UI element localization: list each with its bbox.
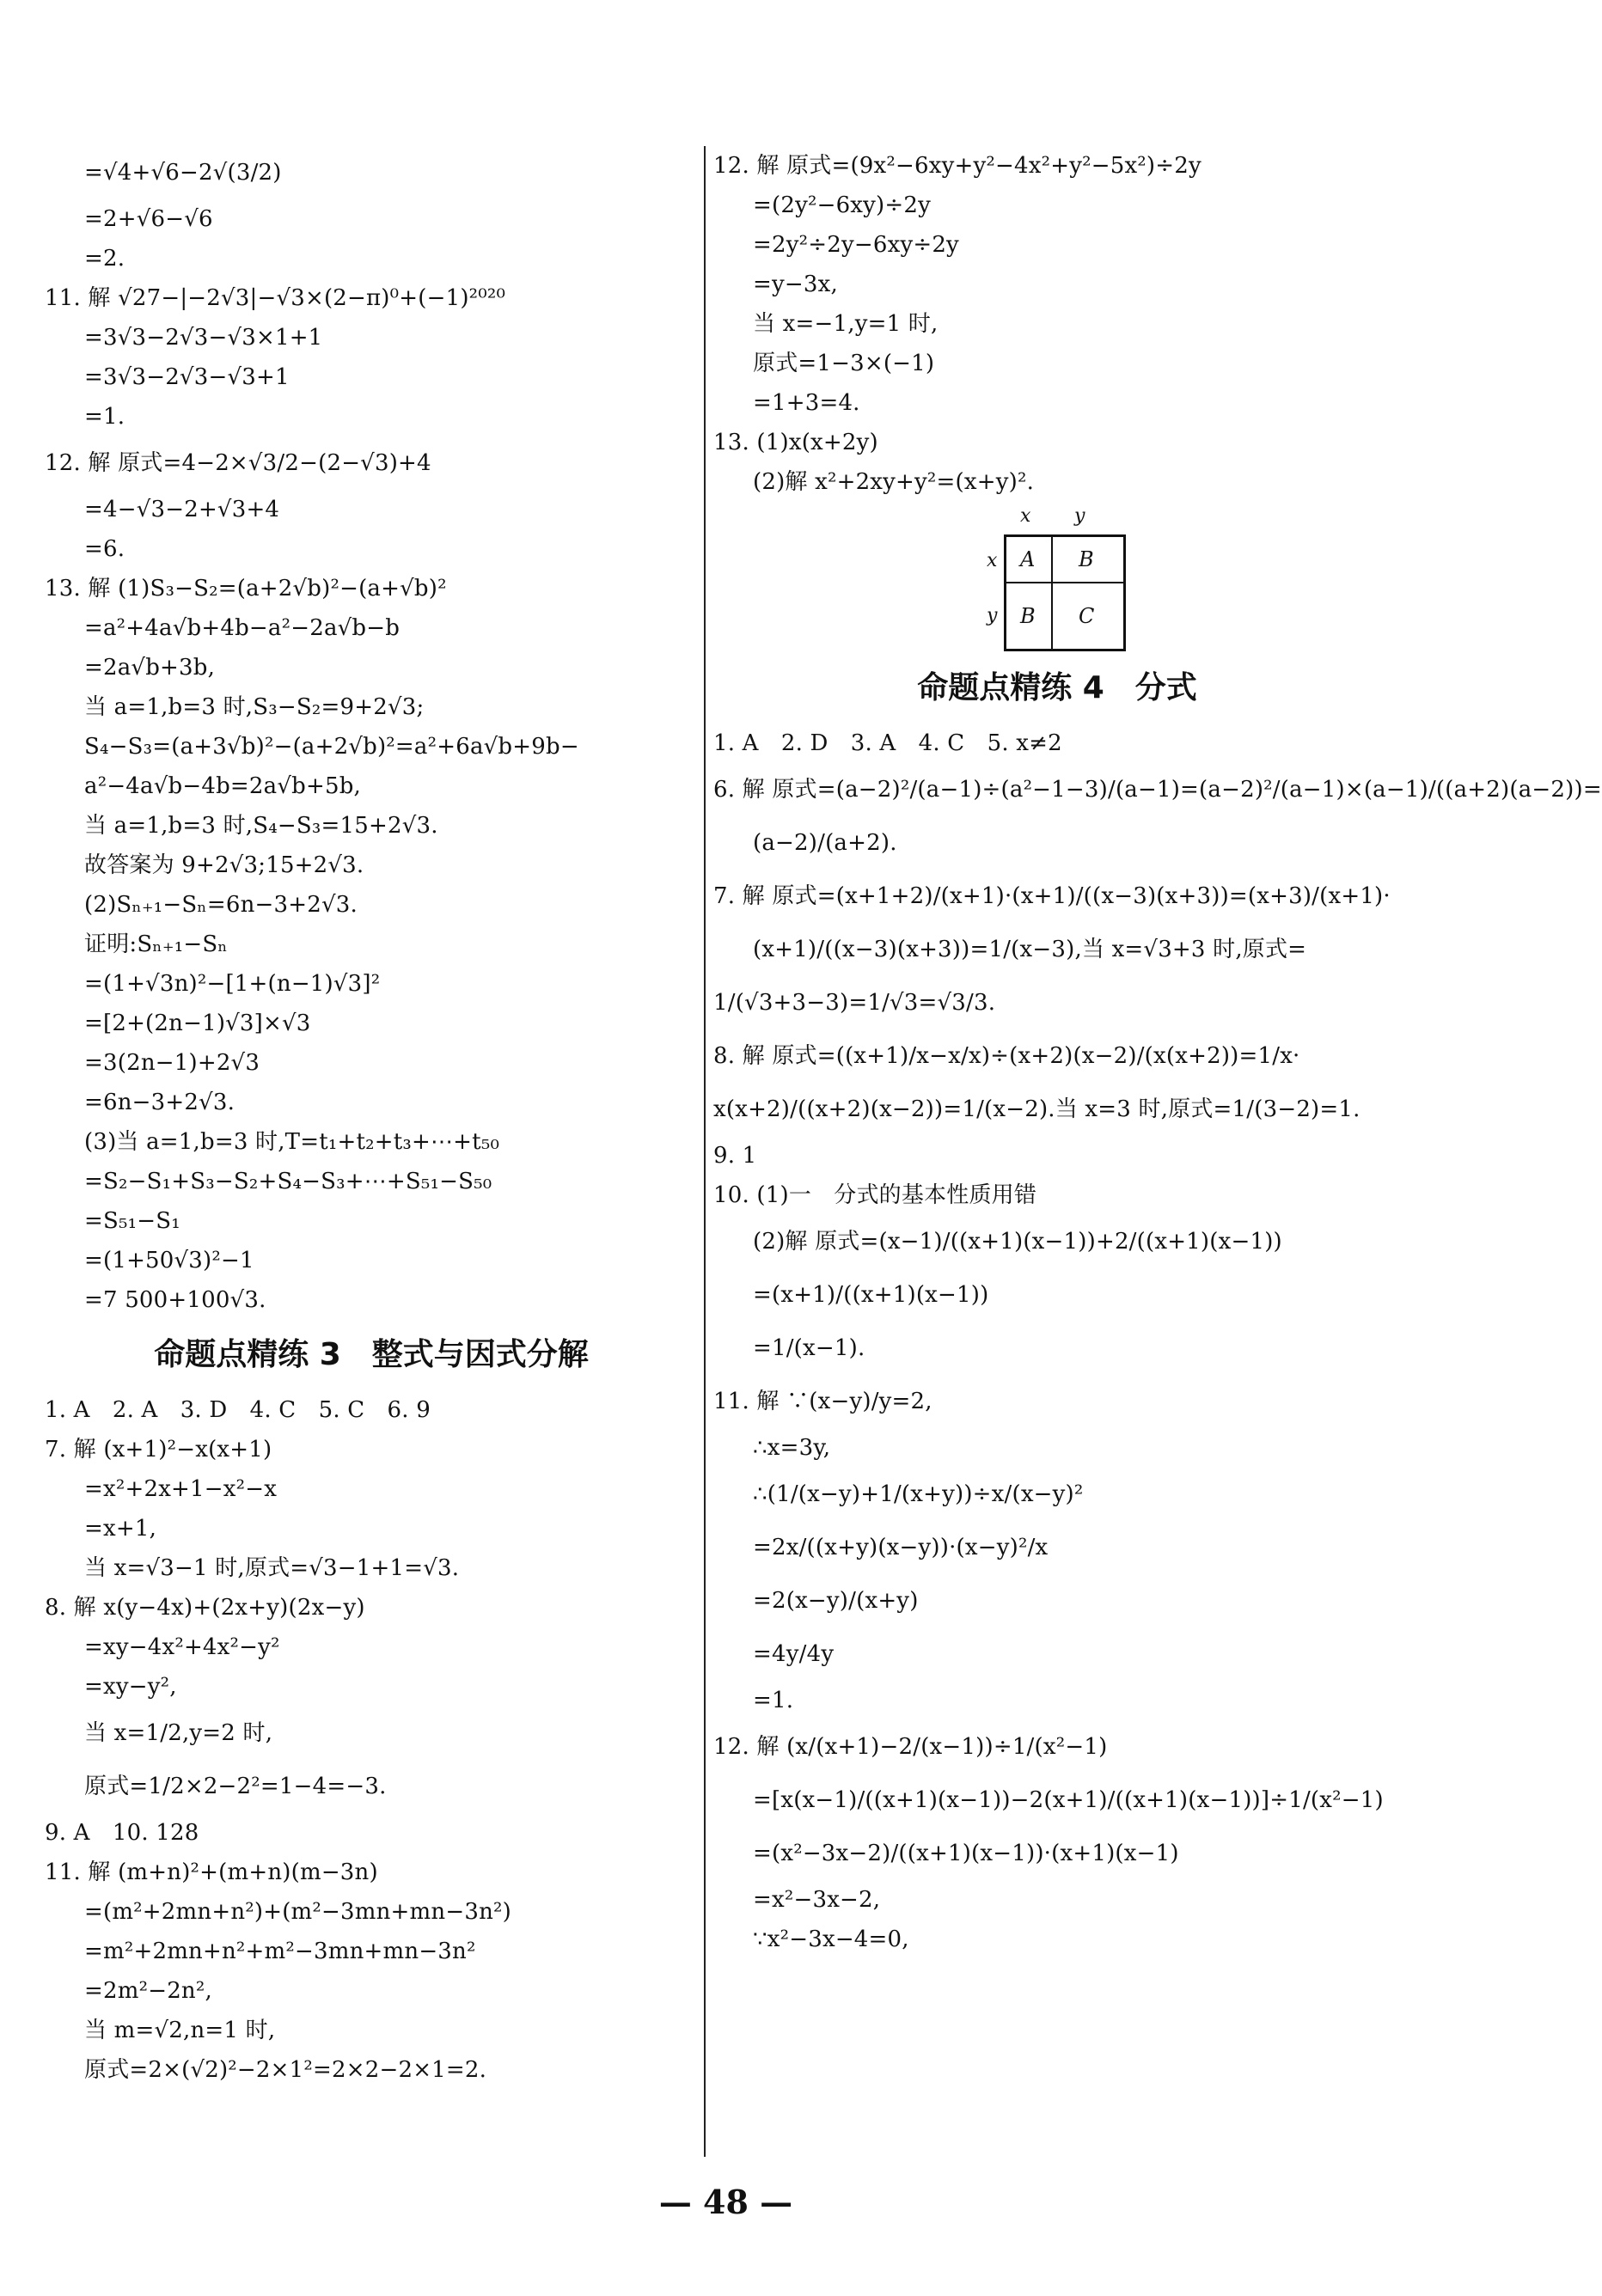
text-line: 当 a=1,b=3 时,S₃−S₂=9+2√3;	[84, 694, 425, 720]
grid-cell-c: C	[1079, 604, 1095, 628]
text-line: =xy−y²,	[84, 1674, 177, 1700]
text-line: =3(2n−1)+2√3	[84, 1050, 260, 1076]
text-line: =x²−3x−2,	[753, 1887, 881, 1913]
text-line: 13. 解 (1)S₃−S₂=(a+2√b)²−(a+√b)²	[45, 576, 447, 601]
text-line: S₄−S₃=(a+3√b)²−(a+2√b)²=a²+6a√b+9b−	[84, 734, 579, 760]
text-line: =2m²−2n²,	[84, 1978, 212, 2004]
text-line: =(x²−3x−2)/((x+1)(x−1))·(x+1)(x−1)	[753, 1841, 1179, 1866]
text-line: 6. 解 原式=(a−2)²/(a−1)÷(a²−1−3)/(a−1)=(a−2)²/(a−1)×(a−1)/((a+2)(a−2))=	[713, 777, 1602, 803]
text-line: 8. 解 x(y−4x)+(2x+y)(2x−y)	[45, 1595, 365, 1621]
text-line: =7 500+100√3.	[84, 1287, 266, 1313]
text-line: x(x+2)/((x+2)(x−2))=1/(x−2).当 x=3 时,原式=1/(3−2)=1.	[713, 1096, 1360, 1122]
text-line: 7. 解 原式=(x+1+2)/(x+1)·(x+1)/((x−3)(x+3))=(x+3)/(x+1)·	[713, 883, 1391, 909]
text-line: =6.	[84, 536, 125, 562]
text-line: 当 x=1/2,y=2 时,	[84, 1720, 273, 1746]
text-line: =2.	[84, 246, 125, 272]
text-line: =4y/4y	[753, 1641, 835, 1667]
text-line: =6n−3+2√3.	[84, 1090, 235, 1115]
text-line: 当 a=1,b=3 时,S₄−S₃=15+2√3.	[84, 813, 438, 839]
text-line: 当 x=−1,y=1 时,	[753, 311, 939, 337]
text-line: =(1+√3n)²−[1+(n−1)√3]²	[84, 971, 381, 997]
text-line: 7. 解 (x+1)²−x(x+1)	[45, 1437, 272, 1462]
section-4-title: 命题点精练 4 分式	[917, 670, 1197, 705]
text-line: =[x(x−1)/((x+1)(x−1))−2(x+1)/((x+1)(x−1))]÷1/(x²−1)	[753, 1787, 1384, 1813]
text-line: (2)解 x²+2xy+y²=(x+y)².	[753, 469, 1035, 495]
section-3-title: 命题点精练 3 整式与因式分解	[154, 1337, 589, 1372]
text-line: =xy−4x²+4x²−y²	[84, 1634, 280, 1660]
text-line: =2a√b+3b,	[84, 655, 216, 681]
text-line: 1/(√3+3−3)=1/√3=√3/3.	[713, 990, 996, 1016]
left-column	[45, 146, 698, 2090]
right-lines-a	[713, 146, 1401, 502]
text-line: =3√3−2√3−√3+1	[84, 364, 290, 390]
text-line: =2+√6−√6	[84, 206, 213, 232]
text-line: 11. 解 (m+n)²+(m+n)(m−3n)	[45, 1859, 378, 1885]
text-line: =y−3x,	[753, 272, 838, 297]
page-number: — 48 —	[658, 2183, 793, 2221]
text-line: 原式=2×(√2)²−2×1²=2×2−2×1=2.	[84, 2057, 487, 2083]
grid-left-x-label: x	[987, 550, 998, 571]
text-line: (a−2)/(a+2).	[753, 830, 897, 856]
grid-box	[1004, 534, 1126, 651]
grid-top-y-label: y	[1074, 505, 1085, 527]
text-line: ∴(1/(x−y)+1/(x+y))÷x/(x−y)²	[753, 1481, 1084, 1507]
text-line: 13. (1)x(x+2y)	[713, 430, 878, 455]
text-line: 原式=1−3×(−1)	[753, 351, 935, 376]
text-line: =√4+√6−2√(3/2)	[84, 160, 282, 186]
grid-top-x-label: x	[1020, 505, 1031, 527]
text-line: =(x+1)/((x+1)(x−1))	[753, 1282, 989, 1308]
text-line: =(1+50√3)²−1	[84, 1248, 254, 1273]
text-line: 9. 1	[713, 1143, 757, 1169]
text-line: 1. A 2. D 3. A 4. C 5. x≠2	[713, 730, 1062, 756]
text-line: =m²+2mn+n²+m²−3mn+mn−3n²	[84, 1939, 476, 1964]
grid-left-y-label: y	[987, 605, 998, 626]
grid-cell-b-bottom: B	[1020, 604, 1036, 628]
text-line: 11. 解 √27−|−2√3|−√3×(2−π)⁰+(−1)²⁰²⁰	[45, 285, 506, 311]
grid-cell-a: A	[1020, 547, 1036, 571]
text-line: a²−4a√b−4b=2a√b+5b,	[84, 773, 362, 799]
text-line: (2)解 原式=(x−1)/((x+1)(x−1))+2/((x+1)(x−1))	[753, 1229, 1282, 1255]
text-line: 原式=1/2×2−2²=1−4=−3.	[84, 1774, 387, 1799]
column-divider	[704, 146, 706, 2157]
text-line: =[2+(2n−1)√3]×√3	[84, 1011, 311, 1036]
left-lines-a	[45, 146, 698, 1320]
text-line: =3√3−2√3−√3×1+1	[84, 325, 323, 351]
text-line: =4−√3−2+√3+4	[84, 497, 280, 522]
right-lines-b	[713, 724, 1602, 1959]
text-line: 故答案为 9+2√3;15+2√3.	[84, 852, 364, 878]
text-line: 12. 解 (x/(x+1)−2/(x−1))÷1/(x²−1)	[713, 1734, 1108, 1760]
text-line: 12. 解 原式=4−2×√3/2−(2−√3)+4	[45, 450, 431, 476]
text-line: =2y²÷2y−6xy÷2y	[753, 232, 959, 258]
text-line: 9. A 10. 128	[45, 1820, 199, 1846]
text-line: 11. 解 ∵(x−y)/y=2,	[713, 1389, 932, 1414]
text-line: 8. 解 原式=((x+1)/x−x/x)÷(x+2)(x−2)/(x(x+2))=1/x·	[713, 1043, 1300, 1069]
text-line: ∴x=3y,	[753, 1435, 831, 1461]
text-line: 当 m=√2,n=1 时,	[84, 2018, 276, 2043]
text-line: (3)当 a=1,b=3 时,T=t₁+t₂+t₃+⋯+t₅₀	[84, 1129, 500, 1155]
text-line: 1. A 2. A 3. D 4. C 5. C 6. 9	[45, 1397, 431, 1423]
text-line: =x²+2x+1−x²−x	[84, 1476, 278, 1502]
text-line: =(m²+2mn+n²)+(m²−3mn+mn−3n²)	[84, 1899, 511, 1925]
text-line: =1.	[84, 404, 125, 430]
left-lines-b	[45, 1390, 698, 2090]
text-line: =2(x−y)/(x+y)	[753, 1588, 919, 1614]
grid-cell-b-top: B	[1079, 547, 1094, 571]
text-line: =1/(x−1).	[753, 1335, 865, 1361]
area-diagram	[713, 505, 1401, 651]
text-line: =1.	[753, 1688, 794, 1713]
text-line: =(2y²−6xy)÷2y	[753, 192, 932, 218]
text-line: (x+1)/((x−3)(x+3))=1/(x−3),当 x=√3+3 时,原式=	[753, 937, 1307, 962]
text-line: =x+1,	[84, 1516, 157, 1542]
text-line: =S₅₁−S₁	[84, 1208, 180, 1234]
text-line: =2x/((x+y)(x−y))·(x−y)²/x	[753, 1535, 1049, 1560]
text-line: 当 x=√3−1 时,原式=√3−1+1=√3.	[84, 1555, 460, 1581]
text-line: 12. 解 原式=(9x²−6xy+y²−4x²+y²−5x²)÷2y	[713, 153, 1202, 179]
text-line: ∵x²−3x−4=0,	[753, 1927, 909, 1952]
right-column	[713, 146, 1602, 1959]
text-line: =a²+4a√b+4b−a²−2a√b−b	[84, 615, 400, 641]
text-line: (2)Sₙ₊₁−Sₙ=6n−3+2√3.	[84, 892, 358, 918]
text-line: =1+3=4.	[753, 390, 860, 416]
text-line: 10. (1)一 分式的基本性质用错	[713, 1182, 1037, 1208]
text-line: 证明:Sₙ₊₁−Sₙ	[84, 931, 228, 957]
text-line: =S₂−S₁+S₃−S₂+S₄−S₃+⋯+S₅₁−S₅₀	[84, 1169, 492, 1194]
